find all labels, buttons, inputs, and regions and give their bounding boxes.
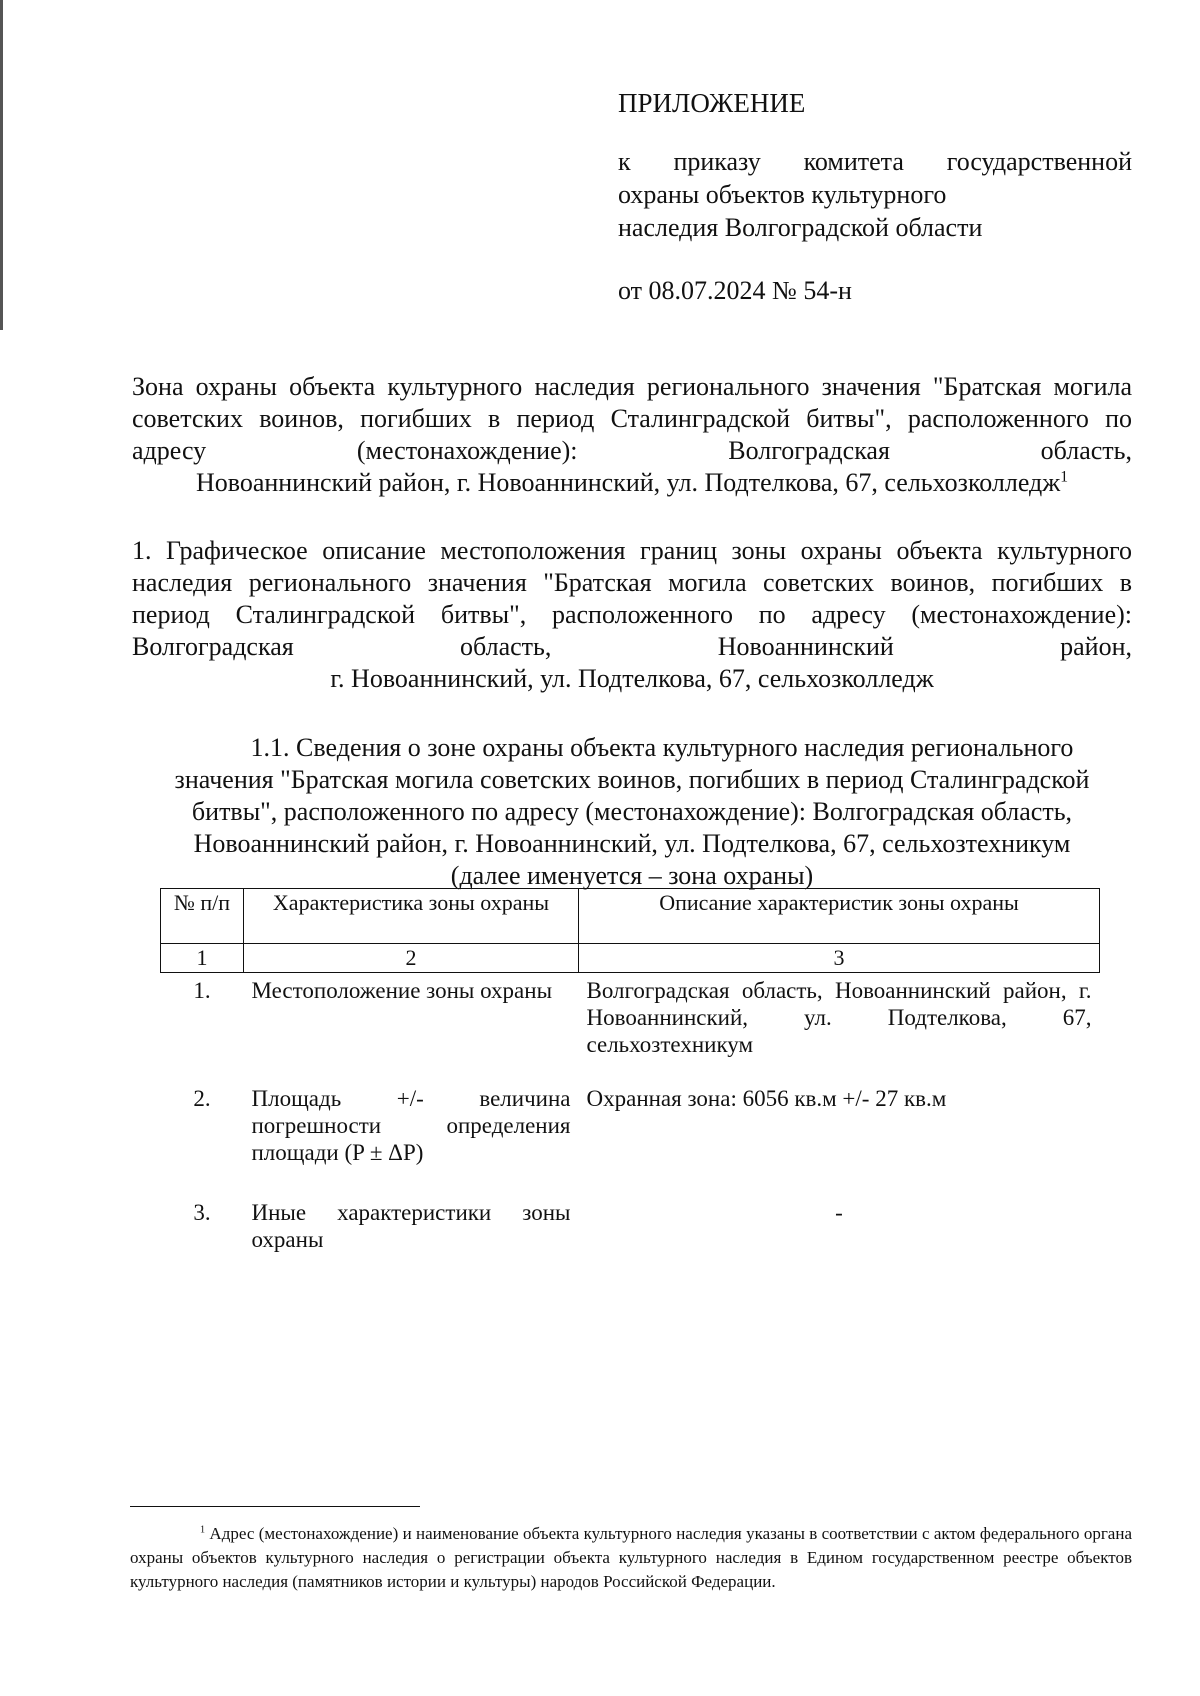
row-characteristic: Местоположение зоны охраны <box>251 978 553 1003</box>
appendix-order-line2: охраны объектов культурного <box>618 180 947 209</box>
colnum-2: 2 <box>244 944 579 973</box>
colnum-1: 1 <box>161 944 244 973</box>
header-characteristic: Характеристика зоны охраны <box>244 889 579 944</box>
section-1-last-line: г. Новоаннинский, ул. Подтелкова, 67, сельхозколледж <box>330 664 934 693</box>
row-description: Волгоградская область, Новоаннинский район, г. Новоаннинский, ул. Подтелкова, 67, сельхозтехникум <box>586 978 1092 1057</box>
table-header-row <box>161 889 1100 944</box>
zone-info-table <box>160 888 1100 1253</box>
header-description: Описание характеристик зоны охраны <box>579 889 1100 944</box>
row-number: 3. <box>193 1200 211 1225</box>
footnote-marker: 1 <box>200 1524 206 1536</box>
subsection-line: значения "Братская могила советских воинов, погибших в период Сталинградской <box>174 765 1090 794</box>
order-date-number: от 08.07.2024 № 54-н <box>618 276 852 305</box>
footnote-ref: 1 <box>1060 468 1069 486</box>
zone-title <box>132 371 1132 499</box>
colnum-3: 3 <box>579 944 1100 973</box>
footnote-separator <box>130 1506 420 1507</box>
header-number: № п/п <box>161 889 244 944</box>
row-number: 2. <box>193 1086 211 1111</box>
table-row <box>161 973 1100 1082</box>
footnote-text: Адрес (местонахождение) и наименование объекта культурного наследия указаны в соответствии с актом федерального органа охраны объектов культурного наследия о регистрации объекта культурного наследия в Едином государственном реестре объектов культурного наследия (памятников истории и культуры) народов Российской Федерации. <box>130 1524 1132 1591</box>
zone-title-last-line: Новоаннинский район, г. Новоаннинский, ул. Подтелкова, 67, сельхозколледж$^1$ <box>195 468 1069 497</box>
row-description: Охранная зона: 6056 кв.м +/- 27 кв.м <box>586 1086 947 1111</box>
zone-title-text: Зона охраны объекта культурного наследия регионального значения "Братская могила советских воинов, погибших в период Сталинградской битвы", расположенного по адресу (местонахождение): Волгоградская область, <box>132 372 1132 465</box>
table-colnum-row <box>161 944 1100 973</box>
subsection-line: Новоаннинский район, г. Новоаннинский, ул. Подтелкова, 67, сельхозтехникум <box>193 829 1071 858</box>
row-characteristic: Иные характеристики зоны охраны <box>251 1200 571 1252</box>
row-characteristic: Площадь +/- величина погрешности определения площади (P ± ΔP) <box>251 1086 571 1165</box>
section-1-heading <box>132 535 1132 695</box>
appendix-order-line1: к приказу комитета государственной <box>618 147 1132 176</box>
footnote <box>130 1522 1132 1594</box>
appendix-title: ПРИЛОЖЕНИЕ <box>618 88 806 118</box>
section-1-text: 1. Графическое описание местоположения границ зоны охраны объекта культурного наследия регионального значения "Братская могила советских воинов, погибших в период Сталинградской битвы", расположенного по адресу (местонахождение): Волгоградская область, Новоаннинский район, <box>132 536 1132 661</box>
subsection-line: (далее именуется – зона охраны) <box>450 861 814 890</box>
table-row <box>161 1081 1100 1195</box>
subsection-line: битвы", расположенного по адресу (местонахождение): Волгоградская область, <box>191 797 1073 826</box>
row-number: 1. <box>193 978 211 1003</box>
appendix-order-line3: наследия Волгоградской области <box>618 213 983 242</box>
table-row <box>161 1195 1100 1253</box>
subsection-line: 1.1. Сведения о зоне охраны объекта культурного наследия регионального <box>250 733 1074 762</box>
subsection-1-1-heading <box>132 732 1132 892</box>
scan-edge-mark <box>0 0 3 330</box>
row-description: - <box>835 1200 843 1225</box>
